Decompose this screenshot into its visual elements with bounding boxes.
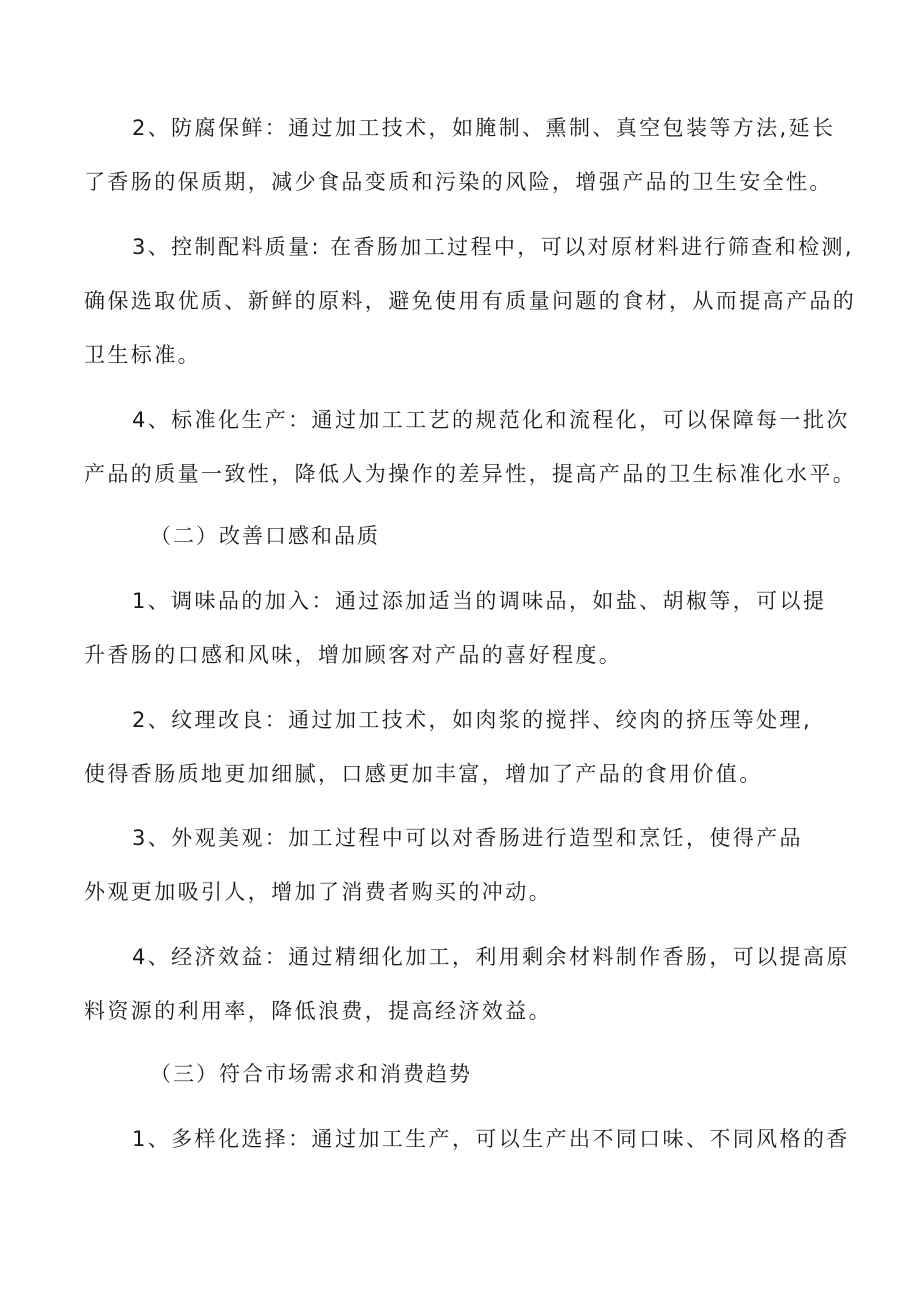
paragraph-economy-line-1: 4、经济效益：通过精细化加工，利用剩余材料制作香肠，可以提高原 (132, 945, 850, 969)
paragraph-diversity-line-1: 1、多样化选择：通过加工生产，可以生产出不同口味、不同风格的香 (132, 1127, 850, 1151)
paragraph-texture-line-1: 2、纹理改良：通过加工技术，如肉浆的搅拌、绞肉的挤压等处理, (132, 708, 813, 732)
section-heading-2: （二）改善口感和品质 (150, 524, 380, 548)
paragraph-ingredient-quality-line-3: 卫生标准。 (84, 343, 201, 367)
paragraph-ingredient-quality-line-1: 3、控制配料质量: 在香肠加工过程中，可以对原材料进行筛查和检测, (132, 235, 854, 259)
paragraph-seasoning-line-1: 1、调味品的加入：通过添加适当的调味品，如盐、胡椒等，可以提 (132, 589, 827, 613)
paragraph-appearance-line-2: 外观更加吸引人，增加了消费者购买的冲动。 (84, 880, 552, 904)
paragraph-economy-line-2: 料资源的利用率，降低浪费，提高经济效益。 (84, 999, 552, 1023)
paragraph-preservation-line-1: 2、防腐保鲜：通过加工技术，如腌制、熏制、真空包装等方法,延长 (132, 116, 836, 140)
paragraph-standardization-line-2: 产品的质量一致性，降低人为操作的差异性，提高产品的卫生标准化水平。 (84, 462, 857, 486)
paragraph-seasoning-line-2: 升香肠的口感和风味，增加顾客对产品的喜好程度。 (84, 643, 623, 667)
section-heading-3: （三）符合市场需求和消费趋势 (150, 1062, 472, 1086)
paragraph-appearance-line-1: 3、外观美观：加工过程中可以对香肠进行造型和烹饪，使得产品 (132, 826, 803, 850)
paragraph-preservation-line-2: 了香肠的保质期，减少食品变质和污染的风险，增强产品的卫生安全性。 (84, 170, 833, 194)
paragraph-ingredient-quality-line-2: 确保选取优质、新鲜的原料，避免使用有质量问题的食材，从而提高产品的 (84, 289, 857, 313)
paragraph-texture-line-2: 使得香肠质地更加细腻，口感更加丰富，增加了产品的食用价值。 (84, 762, 763, 786)
paragraph-standardization-line-1: 4、标准化生产：通过加工工艺的规范化和流程化，可以保障每一批次 (132, 408, 850, 432)
